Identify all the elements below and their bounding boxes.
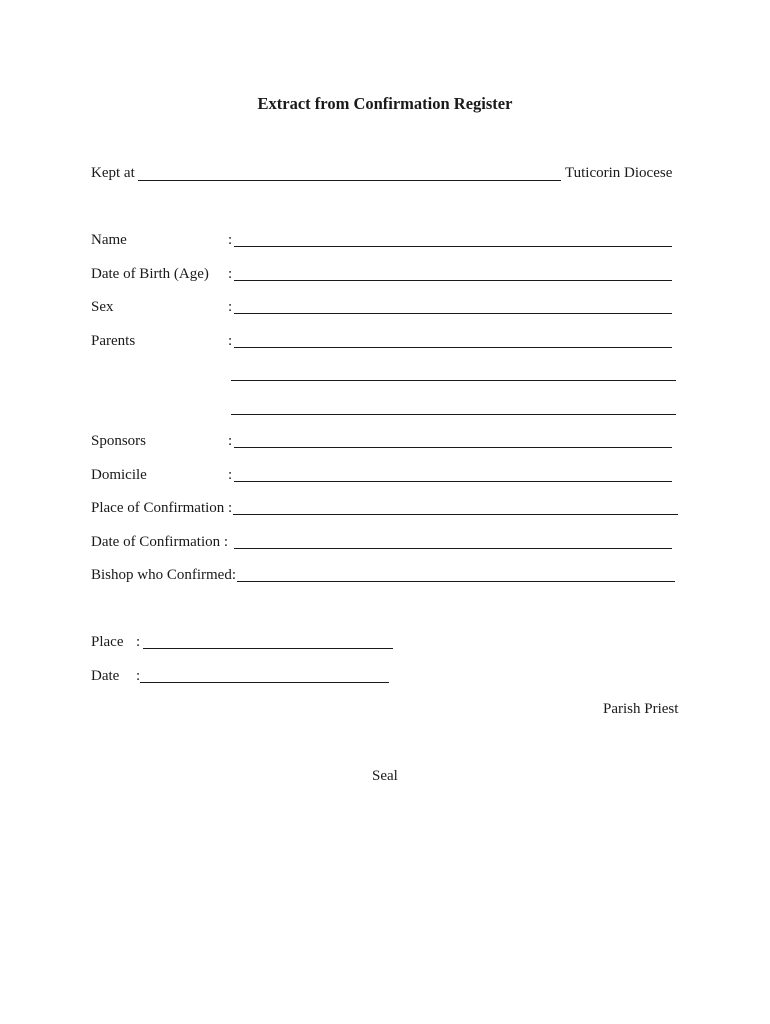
sponsors-input-line[interactable] [234, 447, 672, 448]
kept-at-label: Kept at [91, 165, 135, 181]
name-colon: : [228, 232, 233, 248]
dob-input-line[interactable] [234, 280, 672, 281]
place-of-confirmation-input-line[interactable] [233, 514, 678, 515]
name-input-line[interactable] [234, 246, 672, 247]
parents-input-line-2[interactable] [231, 380, 676, 381]
place-colon: : [136, 634, 141, 650]
domicile-label: Domicile [91, 467, 147, 483]
sex-label: Sex [91, 299, 114, 315]
parents-input-line-3[interactable] [231, 414, 676, 415]
domicile-colon: : [228, 467, 233, 483]
parents-label: Parents [91, 333, 136, 349]
seal-label: Seal [372, 768, 398, 784]
sex-colon: : [228, 299, 233, 315]
kept-at-input-line[interactable] [138, 180, 561, 181]
sponsors-colon: : [228, 433, 233, 449]
dob-label: Date of Birth (Age) [91, 266, 209, 282]
sex-input-line[interactable] [234, 313, 672, 314]
sponsors-label: Sponsors [91, 433, 147, 449]
domicile-input-line[interactable] [234, 481, 672, 482]
date-of-confirmation-input-line[interactable] [234, 548, 672, 549]
date-input-line[interactable] [140, 682, 389, 683]
date-colon: : [136, 668, 141, 684]
bishop-input-line[interactable] [237, 581, 675, 582]
parish-priest-label: Parish Priest [603, 701, 679, 717]
parents-input-line[interactable] [234, 347, 672, 348]
page-title: Extract from Confirmation Register [257, 94, 513, 113]
bishop-label: Bishop who Confirmed: [91, 567, 236, 583]
place-of-confirmation-label: Place of Confirmation : [91, 500, 233, 516]
dob-colon: : [228, 266, 233, 282]
date-label: Date [91, 668, 120, 684]
diocese-label: Tuticorin Diocese [565, 165, 673, 181]
name-label: Name [91, 232, 127, 248]
place-label: Place [91, 634, 124, 650]
place-input-line[interactable] [143, 648, 393, 649]
date-of-confirmation-label: Date of Confirmation : [91, 534, 229, 550]
parents-colon: : [228, 333, 233, 349]
